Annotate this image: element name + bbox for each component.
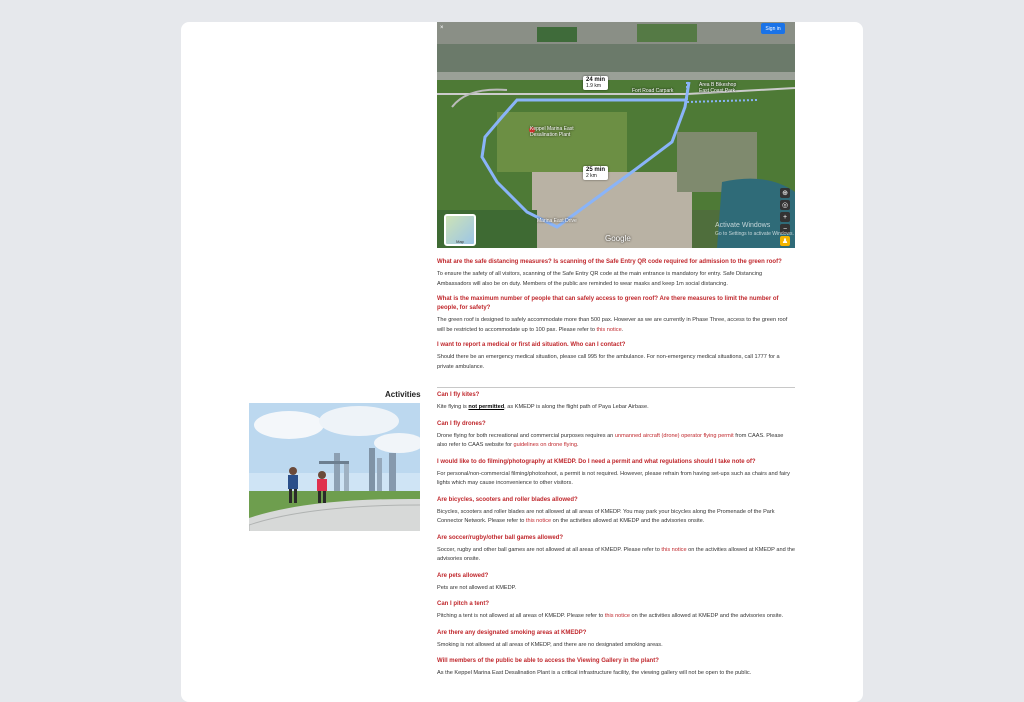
answer-text: Bicycles, scooters and roller blades are not allowed at all areas of KMEDP. You may park your bicycles along the Promenade of the Park Connector Network. Please refer to [437,508,775,524]
map-area-label: East Coast Park [699,88,736,94]
faq-answer: Smoking is not allowed at all areas of KMEDP, and there are no designated smoking areas. [437,641,663,648]
windows-watermark [715,222,794,238]
faq-general [437,258,795,372]
faq-answer: For personal/non-commercial filming/photoshoot, a permit is not required. However, please refrain from having set-ups such as chairs and fairy lights which may cause inconvenience to other visitors. [437,470,790,486]
answer-text: , as KMEDP is along the flight path of Paya Lebar Airbase. [504,404,649,410]
faq-answer [437,403,795,413]
map-place-label[interactable]: Keppel Marina East Desalination Plant [530,126,574,138]
faq-answer: As the Keppel Marina East Desalination Plant is a critical infrastructure facility, the viewing gallery will not be open to the public. [437,670,752,676]
route-distance: 2 km [586,173,597,179]
map-embed[interactable] [437,22,795,248]
notice-link[interactable]: this notice [596,326,622,333]
compass-icon[interactable]: ⊕ [780,188,790,198]
faq-question: Are there any designated smoking areas at KMEDP? [437,629,587,636]
faq-question: Are bicycles, scooters and roller blades allowed? [437,496,578,503]
location-icon[interactable]: ◎ [781,202,789,209]
pegman-icon[interactable]: ♟ [781,238,789,245]
answer-text: on the activities allowed at KMEDP and the advisories onsite. [630,613,784,619]
faq-question: Are soccer/rugby/other ball games allowed? [437,534,564,541]
answer-text: . [576,442,579,448]
route-badge-bottom[interactable] [583,166,608,180]
faq-answer [437,546,795,565]
faq-answer [437,316,795,335]
map-layer-toggle[interactable] [444,214,476,246]
map-satellite-image [437,22,795,248]
answer-text: on the activities allowed at KMEDP and the advisories onsite. [437,546,796,562]
faq-answer [437,612,795,622]
map-area-label: Area B Bikeshop [699,82,737,88]
faq-answer [437,432,795,451]
faq-answer: To ensure the safety of all visitors, scanning of the Safe Entry QR code at the main entrance is mandatory for entry. Safe Distancing Ambassadors will also be on duty. Members of the public are reminded to wear masks and keep 1m social distancing. [437,271,763,287]
map-road-label: Fort Road Carpark [632,88,674,94]
faq-question: Will members of the public be able to access the Viewing Gallery in the plant? [437,658,659,664]
watermark-line: Go to Settings to activate Windows. [715,231,794,237]
zoom-in-icon[interactable]: + [780,212,790,222]
section-divider [437,387,795,388]
faq-activities [437,391,795,679]
faq-question: Can I fly drones? [437,420,486,427]
route-badge-top[interactable] [583,76,608,90]
answer-text: Soccer, rugby and other ball games are not allowed at all areas of KMEDP. Please refer to [437,546,662,553]
answer-text: Kite flying is [437,404,469,410]
map-sign-in-button[interactable]: Sign in [761,23,785,34]
answer-text: from CAAS. Please also refer to CAAS website for [437,432,784,448]
faq-answer: Should there be an emergency medical situation, please call 995 for the ambulance. For non-emergency medical situations, call 1777 for a private ambulance. [437,354,780,370]
notice-link[interactable]: this notice [525,518,552,524]
drone-permit-link[interactable]: unmanned aircraft (drone) operator flying permit [614,432,734,439]
faq-question: What are the safe distancing measures? Is scanning of the Safe Entry QR code required for admission to the green roof? [437,259,782,265]
drone-guidelines-link[interactable]: guidelines on drone flying [513,442,577,448]
faq-question: What is the maximum number of people that can safely access to green roof? Are there measures to limit the number of people, for safety? [437,296,779,311]
answer-text: The green roof is designed to safely accommodate more than 500 pax. However as we are currently in Phase Three, access to the green roof will be restricted to accommodate up to 100 pax. Please refer to [437,317,788,333]
notice-link[interactable]: this notice [604,613,630,619]
answer-text: Drone flying for both recreational and commercial purposes requires an [437,432,615,439]
activities-photo [249,403,420,531]
layer-label: Map [456,239,464,244]
faq-question: Can I fly kites? [437,392,480,398]
faq-question: Can I pitch a tent? [437,601,490,607]
faq-question: I would like to do filming/photography at KMEDP. Do I need a permit and what regulations should I take note of? [437,458,756,465]
notice-link[interactable]: this notice [661,546,687,553]
google-logo: Google [605,234,631,243]
section-title-activities: Activities [385,390,421,399]
map-lower-label: Marina East Drive [537,218,577,224]
map-close-icon[interactable]: × [440,25,444,31]
answer-text: on the activities allowed at KMEDP and the advisories onsite. [551,518,705,524]
watermark-line: Activate Windows [715,222,771,229]
faq-question: Are pets allowed? [437,572,489,579]
faq-question: I want to report a medical or first aid situation. Who can I contact? [437,342,626,348]
faq-answer [437,508,795,527]
answer-text: Pitching a tent is not allowed at all areas of KMEDP. Please refer to [437,613,605,619]
faq-answer: Pets are not allowed at KMEDP. [437,584,517,591]
route-time: 25 min [586,167,606,173]
zoom-out-icon[interactable]: − [780,224,790,234]
route-distance: 1.9 km [586,83,602,89]
answer-text: . [621,326,624,333]
route-time: 24 min [586,77,606,83]
emphasis-text: not permitted [468,404,505,410]
